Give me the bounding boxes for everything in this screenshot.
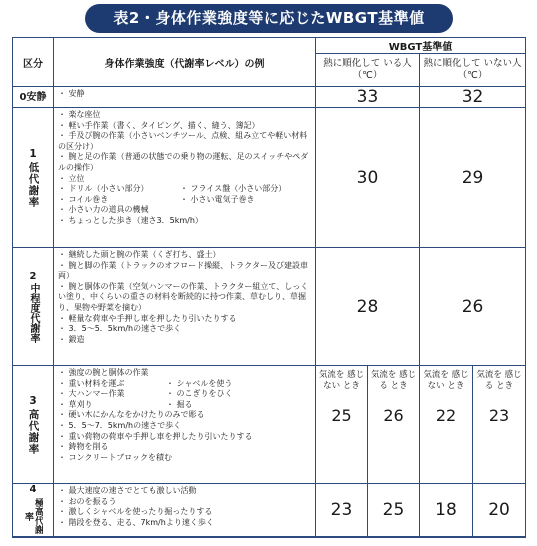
value-not-acclimatized-2: 26 [420, 248, 526, 366]
wind-label-no-air: 気流を 感じない とき [318, 370, 365, 391]
example-item: ・ 草刈り [58, 399, 93, 409]
example-item: ・ 掘る [166, 399, 193, 409]
example-item: ・ 立位 [58, 173, 85, 183]
example-item: ・ 腕と胴体の作業（空気ハンマーの作業、トラクター組立て、しっくい塗り、中くらいの重さの材料を断続的に持つ作業、草むしり、草掘り、果物や野菜を摘む） [58, 281, 309, 312]
examples-moderate [54, 248, 316, 366]
example-item: ・ ドリル（小さい部分） [58, 184, 149, 194]
example-item: ・ 小さい電気子巻き [180, 194, 255, 204]
example-item: ・ 強度の腕と胴体の作業 [58, 368, 149, 377]
example-item: ・ 鋳物を削る [58, 442, 109, 452]
example-item: ・ 激しくシャベルを使ったり掘ったりする [58, 507, 213, 517]
example-item: ・ おのを振るう [58, 496, 117, 506]
header-not-acclimatized: 熱に順化して いない人（℃） [420, 54, 526, 87]
table-row [13, 366, 526, 484]
class-number: 4 [29, 484, 37, 495]
wind-cell [368, 366, 420, 484]
value-veryhigh-notacclim-no-air: 18 [420, 484, 473, 538]
example-item: ・ フライス盤（小さい部分） [180, 184, 287, 194]
value-high-acclim-air: 26 [383, 406, 404, 425]
example-item: ・ 軽量な荷車や手押し車を押したり引いたりする [58, 313, 237, 323]
table-row [13, 248, 526, 366]
class-number: 2 [29, 270, 37, 282]
example-item: ・ シャベルを使う [166, 378, 233, 388]
example-item: ・ 階段を登る、走る、7km/hより速く歩く [58, 517, 214, 527]
value-acclimatized-1: 30 [316, 108, 420, 248]
example-item: ・ 手及び腕の作業（小さいベンチツール、点検、組み立てや軽い材料の区分け） [58, 131, 308, 151]
example-item: ・ のこぎりをひく [166, 389, 233, 399]
examples-low [54, 108, 316, 248]
value-veryhigh-acclim-air: 25 [368, 484, 420, 538]
class-name: 中程度代謝率 [28, 282, 39, 343]
example-item: ・ 重い荷物の荷車や手押し車を押したり引いたりする [58, 431, 253, 441]
example-item: ・ 最大速度の速さでとても激しい活動 [58, 486, 197, 495]
class-high [13, 366, 54, 484]
example-item: ・ 安静 [58, 89, 85, 98]
class-low [13, 108, 54, 248]
header-wbgt: WBGT基準値 [316, 38, 526, 54]
value-not-acclimatized-0: 32 [420, 87, 526, 108]
value-not-acclimatized-1: 29 [420, 108, 526, 248]
wind-cell [316, 366, 368, 484]
header-acclimatized: 熱に順化して いる人（℃） [316, 54, 420, 87]
class-number: 1 [29, 148, 37, 160]
example-item: ・ 継続した頭と腕の作業（くぎ打ち、盛土） [58, 250, 221, 259]
class-name: 低代謝率 [27, 162, 40, 208]
table-title: 表2・身体作業強度等に応じたWBGT基準値 [85, 4, 453, 33]
value-high-notacclim-air: 23 [488, 406, 510, 425]
wind-label-air: 気流を 感じる とき [476, 370, 522, 391]
example-item: ・ コンクリートブロックを積む [58, 452, 172, 462]
value-acclimatized-0: 33 [316, 87, 420, 108]
value-veryhigh-notacclim-air: 20 [473, 484, 526, 538]
examples-high [54, 366, 316, 484]
value-high-notacclim-no-air: 22 [435, 406, 457, 425]
wind-cell [420, 366, 473, 484]
example-item: ・ ちょっとした歩き（速さ3．5km/h） [58, 215, 203, 225]
example-item: ・ 腕と脚の作業（トラックのオフロード操縦、トラクター及び建設車両） [58, 260, 308, 281]
example-item: ・ 楽な座位 [58, 110, 101, 119]
example-item: ・ 腕と足の作業（普通の状態での乗り物の運転、足のスイッチやペダルの操作） [58, 152, 309, 172]
class-rest: 0安静 [13, 87, 54, 108]
wind-cell [473, 366, 526, 484]
example-item: ・ 小さい力の道具の機械 [58, 205, 149, 215]
examples-very-high [54, 484, 316, 538]
wind-label-air: 気流を 感じる とき [370, 370, 417, 391]
examples-rest [54, 87, 316, 108]
wind-label-no-air: 気流を 感じない とき [423, 370, 469, 391]
table-row [13, 108, 526, 248]
header-class: 区分 [13, 38, 54, 87]
example-item: ・ 軽い手作業（書く、タイピング、描く、縫う、簿記） [58, 120, 260, 130]
wbgt-table [12, 37, 526, 538]
example-item: ・ 3．5～5．5km/hの速さで歩く [58, 324, 182, 334]
value-high-acclim-no-air: 25 [331, 406, 352, 425]
value-acclimatized-2: 28 [316, 248, 420, 366]
example-item: ・ 重い材料を運ぶ [58, 378, 125, 388]
table-row [13, 484, 526, 538]
example-item: ・ 鍛造 [58, 334, 85, 344]
class-name: 極高代謝率 [23, 498, 43, 534]
class-number: 3 [29, 395, 37, 407]
header-examples: 身体作業強度（代謝率レベル）の例 [54, 38, 316, 87]
example-item: ・ コイル巻き [58, 194, 109, 204]
class-very-high [13, 484, 54, 538]
class-name: 高代謝率 [27, 409, 40, 455]
example-item: ・ 大ハンマー作業 [58, 389, 125, 399]
class-moderate [13, 248, 54, 366]
example-item: ・ 5．5～7．5km/hの速さで歩く [58, 420, 182, 430]
value-veryhigh-acclim-no-air: 23 [316, 484, 368, 538]
table-row [13, 87, 526, 108]
example-item: ・ 硬い木にかんなをかけたりのみで彫る [58, 410, 205, 420]
